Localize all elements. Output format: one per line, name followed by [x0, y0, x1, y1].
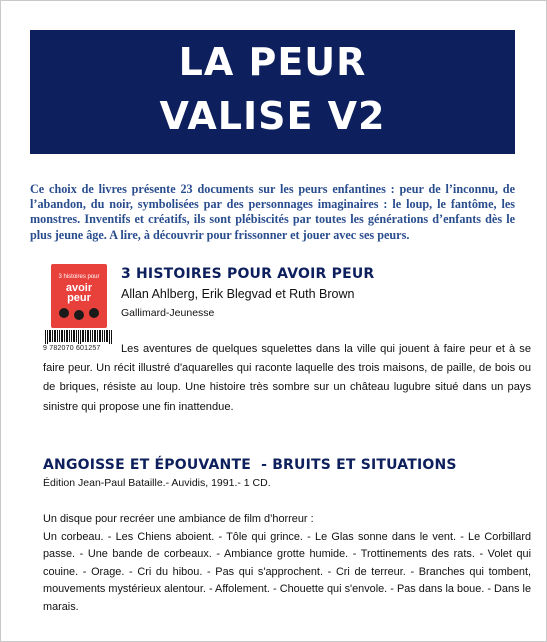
cover-title-text: avoir peur [65, 282, 93, 304]
cd-edition: Édition Jean-Paul Bataille.- Auvidis, 1991.- 1 CD. [43, 477, 271, 489]
title-banner [30, 30, 515, 154]
cd-title: ANGOISSE ET ÉPOUVANTE - BRUITS ET SITUATIONS [43, 457, 457, 473]
cover-figure-icon [59, 308, 69, 318]
barcode-number: 9 782070 601257 [43, 345, 101, 352]
cd-description [43, 511, 531, 617]
cover-small-text: 3 histoires pour [58, 274, 100, 280]
book-publisher: Gallimard-Jeunesse [121, 307, 215, 319]
book-cover-image [51, 264, 107, 328]
banner-title: LA PEUR [178, 40, 367, 84]
book-description: Les aventures de quelques squelettes dans la ville qui jouent à faire peur et à se faire peur. Un récit illustré d'aquarelles qui raconte laquelle des trois maisons, de paille, de bois ou de briques, résiste au loup. Une histoire très sombre sur un château lugubre situé dans un pays sinistre qui propose une fin inattendue. [43, 343, 531, 413]
cover-figure-icon [74, 310, 84, 320]
cover-figure-icon [89, 308, 99, 318]
intro-paragraph: Ce choix de livres présente 23 documents sur les peurs enfantines : peur de l’inconnu, de l’abandon, du noir, symbolisées par des personnages imaginaires : le loup, le fantôme, les monstres. Inventifs et créatifs, ils sont plébiscités par toutes les générations d’enfants dès le plus jeune âge. A lire, à découvrir pour frissonner et jouer avec ses peurs. [30, 182, 515, 242]
cd-intro-line: Un disque pour recréer une ambiance de film d’horreur : [43, 513, 314, 525]
banner-subtitle: VALISE V2 [159, 94, 386, 138]
book-authors: Allan Ahlberg, Erik Blegvad et Ruth Brown [121, 287, 355, 301]
book-title: 3 HISTOIRES POUR AVOIR PEUR [121, 266, 375, 282]
cd-track-list: Un corbeau. - Les Chiens aboient. - Tôle qui grince. - Le Glas sonne dans le vent. - Le Corbillard passe. - Une bande de corbeaux. - Ambiance grotte humide. - Trottinements des rats. - Volet qui couine. - Orage. - Cri du hibou. - Pas qui s'approchent. - Cri de terreur. - Branches qui tombent, mouvements mystérieux alentour. - Affolement. - Chouette qui s'envole. - Pas dans la boue. - Dans le marais. [43, 530, 531, 613]
